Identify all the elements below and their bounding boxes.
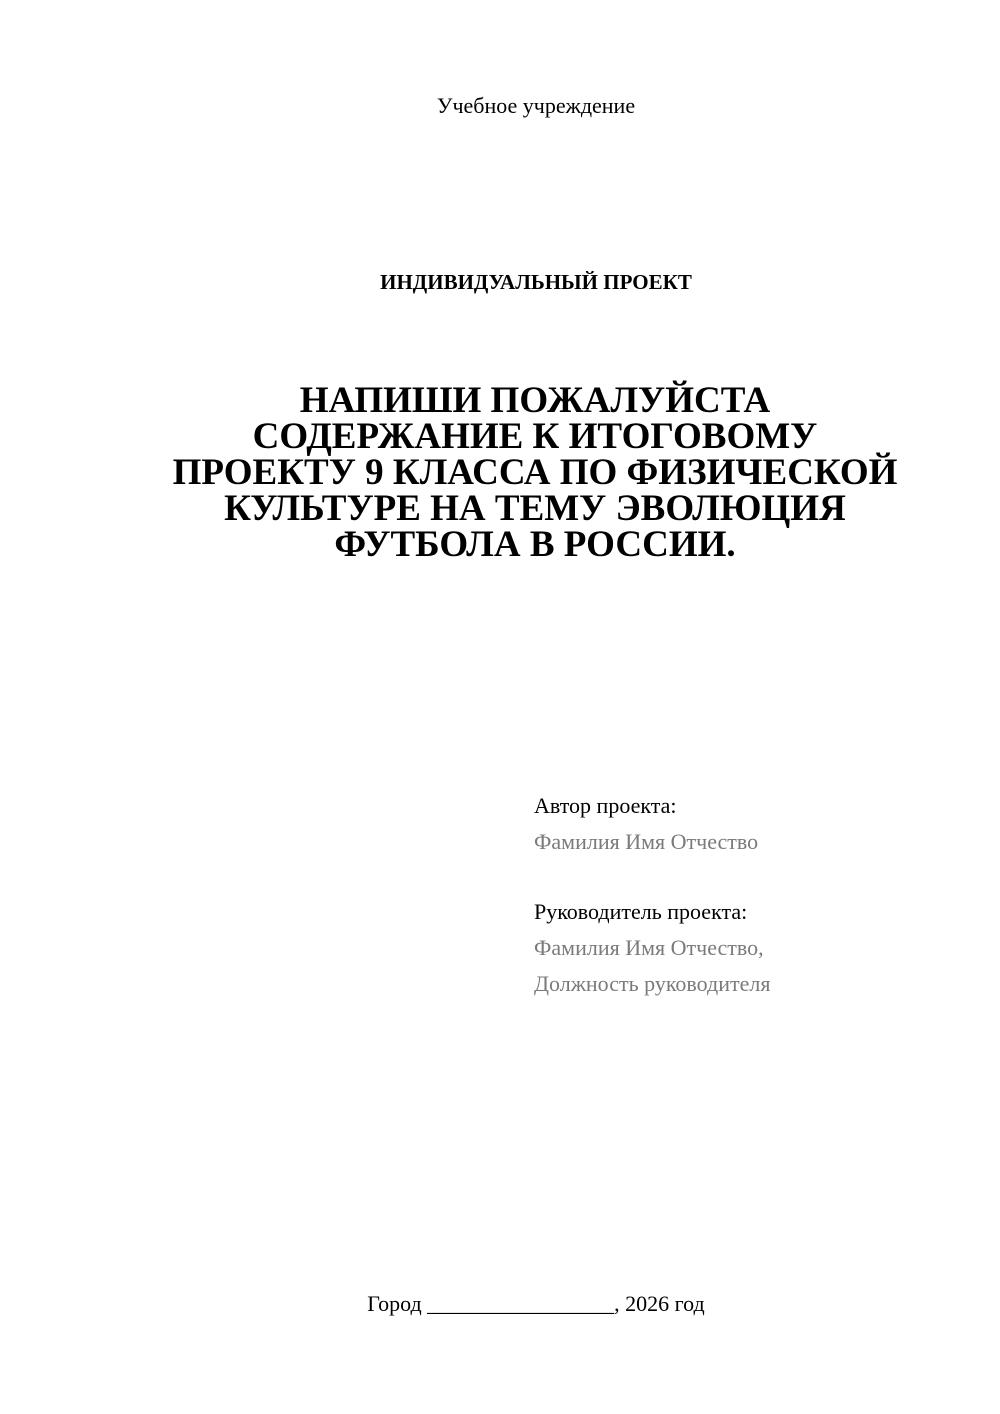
author-label: Автор проекта: [534,793,677,818]
title-line: ФУТБОЛА В РОССИИ. [334,524,736,565]
document-type: ИНДИВИДУАЛЬНЫЙ ПРОЕКТ [380,270,692,294]
supervisor-name-placeholder: Фамилия Имя Отчество, [534,935,764,960]
institution-name: Учебное учреждение [436,93,636,118]
project-title [140,380,930,565]
credits-block [534,788,974,1002]
title-line: КУЛЬТУРЕ НА ТЕМУ ЭВОЛЮЦИЯ [224,488,846,529]
title-line: НАПИШИ ПОЖАЛУЙСТА [299,380,771,421]
supervisor-label: Руководитель проекта: [534,899,748,924]
title-line: ПРОЕКТУ 9 КЛАССА ПО ФИЗИЧЕСКОЙ [172,452,898,493]
title-line: СОДЕРЖАНИЕ К ИТОГОВОМУ [252,416,818,457]
author-name-placeholder: Фамилия Имя Отчество [534,829,759,854]
spacer [534,860,974,894]
city-year-footer: Город _________________, 2026 год [367,1291,705,1316]
supervisor-position-placeholder: Должность руководителя [534,971,771,996]
